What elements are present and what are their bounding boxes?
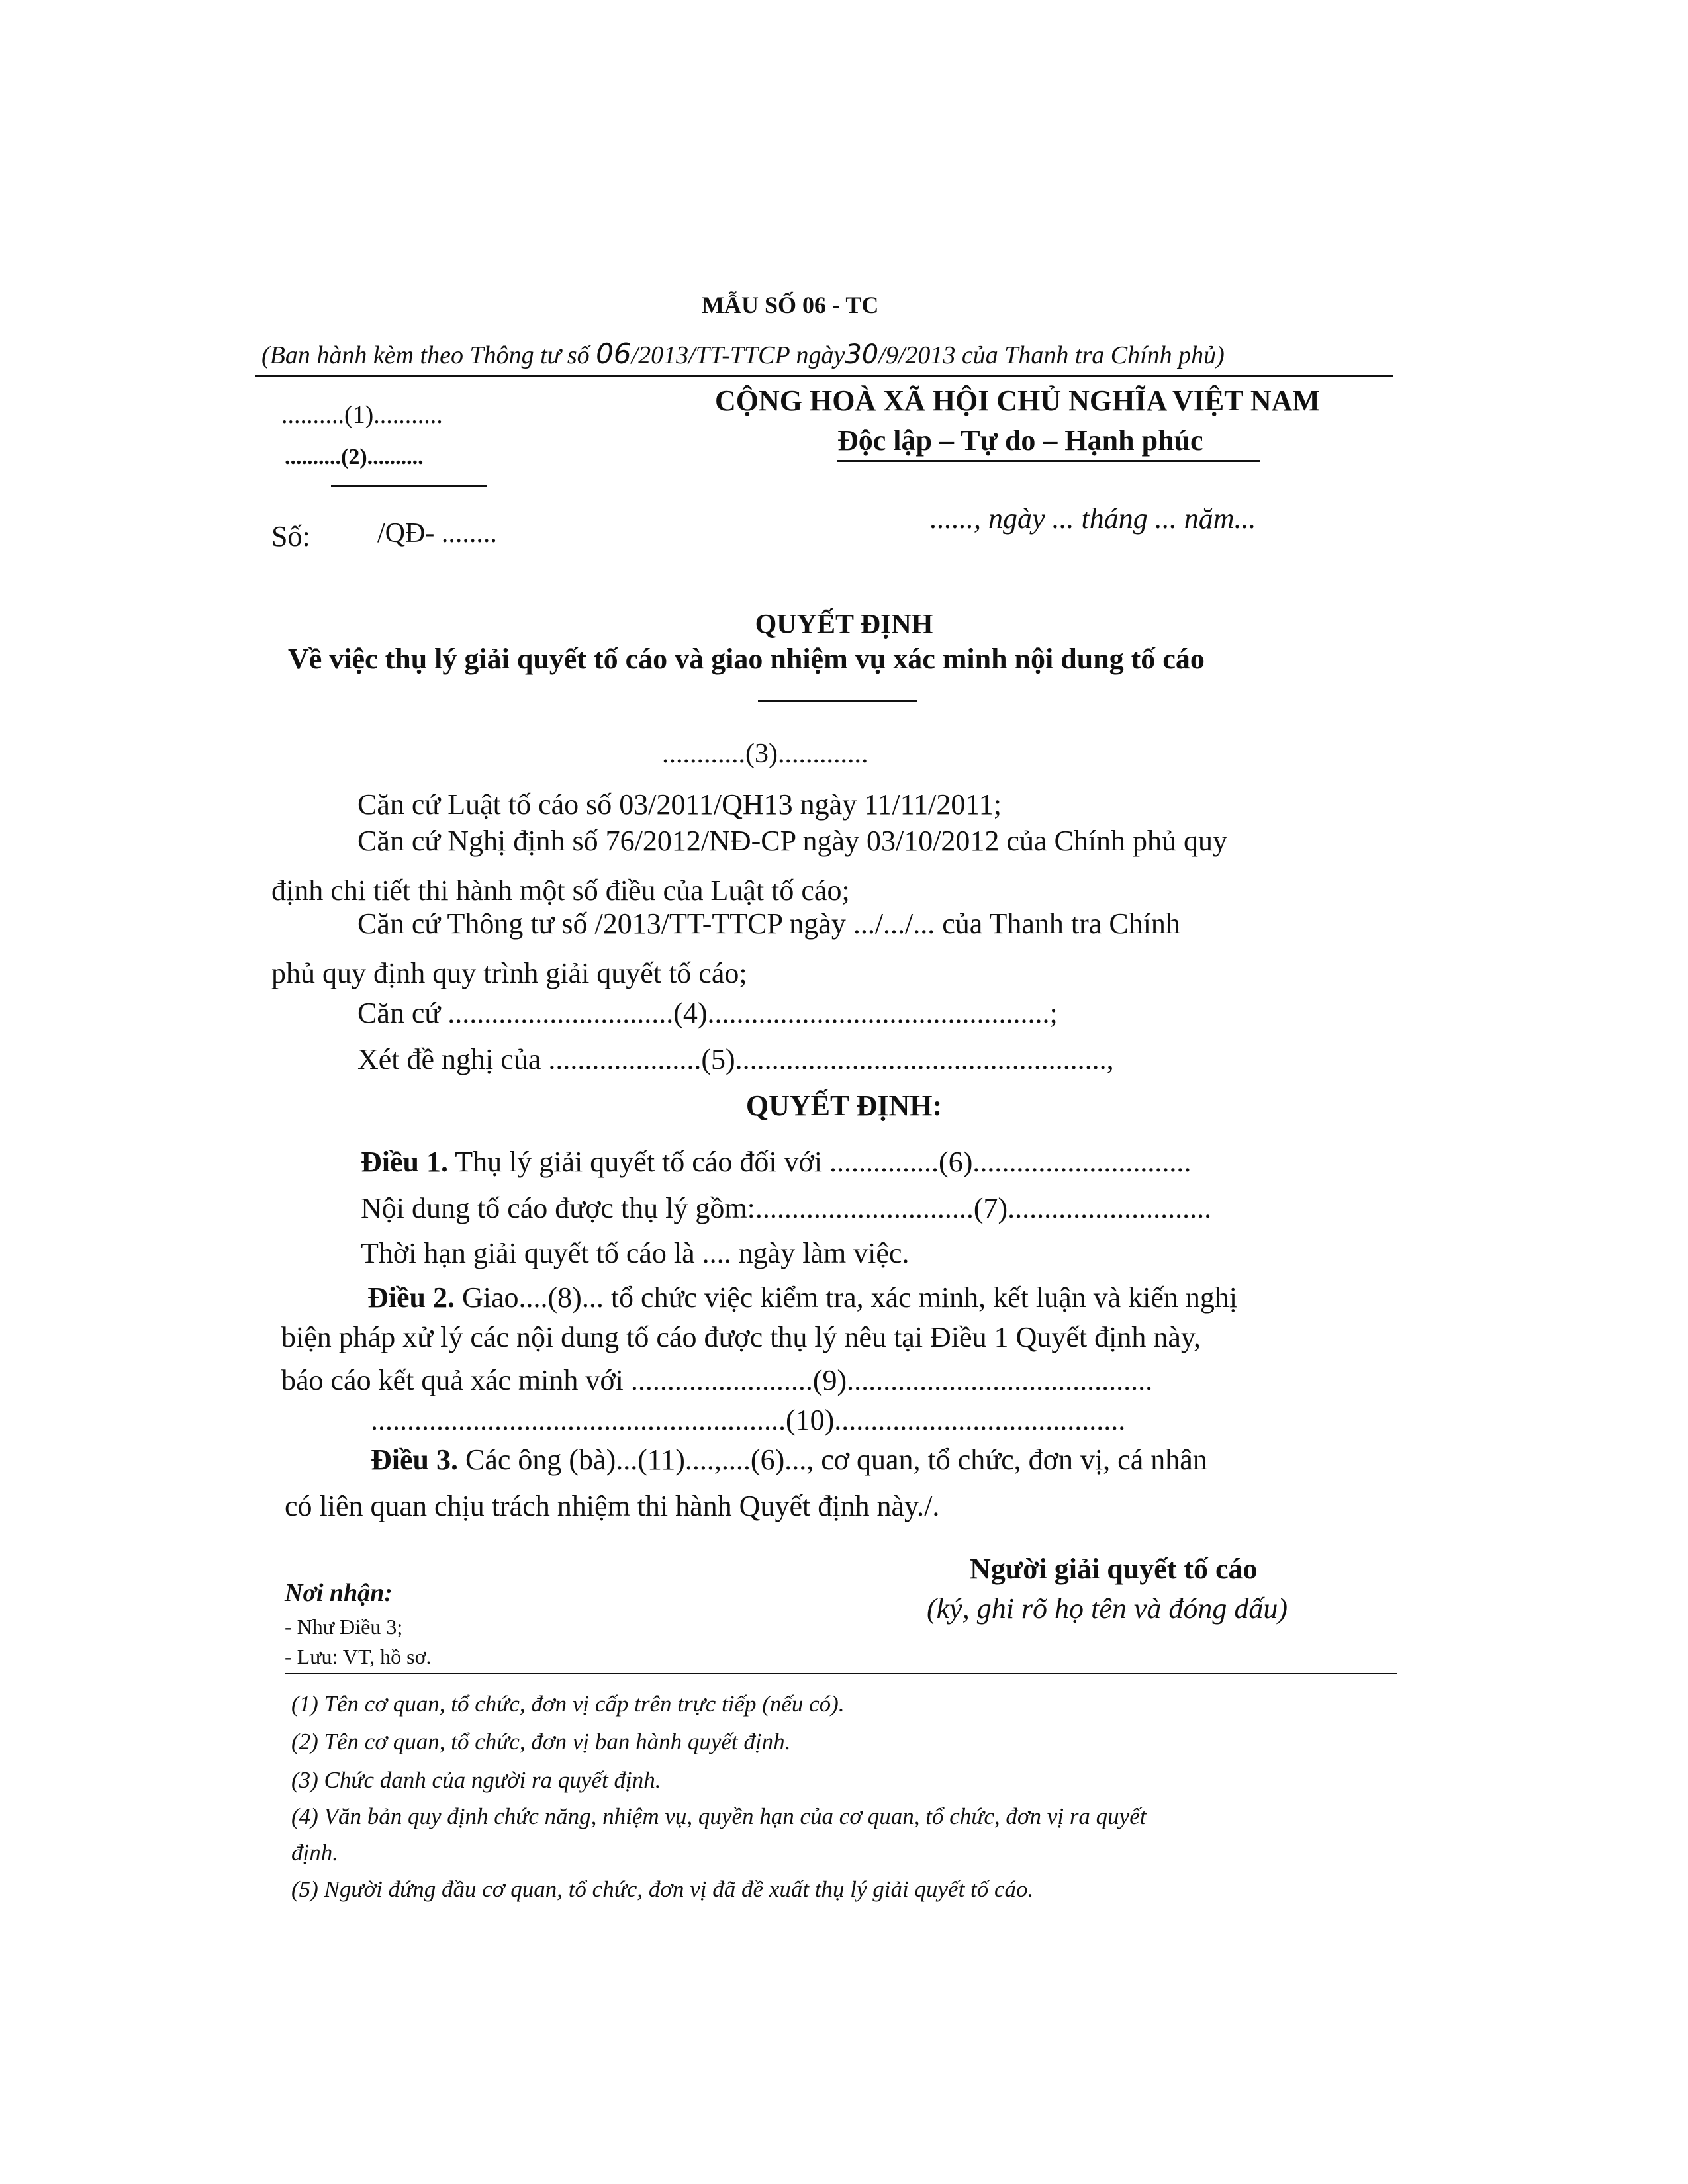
footnote-5: (5) Người đứng đầu cơ quan, tổ chức, đơn vị đã đề xuất thụ lý giải quyết tố cáo. [291, 1876, 1034, 1902]
issued-note [261, 338, 1225, 370]
header-rule [255, 375, 1393, 377]
agency-underline [331, 485, 487, 487]
handwritten-day: 30 [845, 340, 879, 370]
basis-law: Căn cứ Luật tố cáo số 03/2011/QH13 ngày 11/11/2011; [357, 788, 1002, 821]
footnote-3: (3) Chức danh của người ra quyết định. [291, 1767, 661, 1793]
basis-circular-2: phủ quy định quy trình giải quyết tố cáo; [271, 957, 747, 989]
article-2-line-4: .........................................................(10)........................................ [371, 1404, 1126, 1436]
doc-number-label: Số: [271, 520, 310, 553]
national-motto: CỘNG HOÀ XÃ HỘI CHỦ NGHĨA VIỆT NAM [715, 385, 1320, 417]
basis-other: Căn cứ ...............................(4)...............................................; [357, 997, 1058, 1029]
issued-note-middle: /2013/TT-TTCP ngày [631, 341, 845, 369]
agency-issuing: ..........(2).......... [285, 445, 424, 469]
article-2-label: Điều 2. [367, 1281, 455, 1314]
footnote-2: (2) Tên cơ quan, tổ chức, đơn vị ban hành quyết định. [291, 1729, 791, 1754]
footnote-rule [285, 1673, 1397, 1674]
article-1-text: Thụ lý giải quyết tố cáo đối với ...............(6).............................. [448, 1146, 1192, 1178]
article-2-text: Giao....(8)... tổ chức việc kiểm tra, xác minh, kết luận và kiến nghị [455, 1281, 1238, 1314]
issued-note-suffix: /9/2013 của Thanh tra Chính phủ) [878, 341, 1225, 369]
title-underline [758, 700, 917, 702]
article-2 [367, 1281, 1237, 1314]
article-2-line-3: báo cáo kết quả xác minh với .........................(9).......................................... [281, 1364, 1153, 1396]
form-code: MẪU SỐ 06 - TC [702, 292, 879, 318]
document-title: QUYẾT ĐỊNH [755, 610, 933, 640]
place-date: ......, ngày ... tháng ... năm... [930, 502, 1256, 535]
article-2-line-2: biện pháp xử lý các nội dung tố cáo được thụ lý nêu tại Điều 1 Quyết định này, [281, 1321, 1201, 1353]
footnote-4-cont: định. [291, 1840, 338, 1866]
basis-circular-1: Căn cứ Thông tư số /2013/TT-TTCP ngày .../.../... của Thanh tra Chính [357, 907, 1180, 940]
basis-decree-2: định chi tiết thi hành một số điều của Luật tố cáo; [271, 874, 850, 907]
recipients-heading: Nơi nhận: [285, 1579, 393, 1607]
article-1-label: Điều 1. [361, 1146, 448, 1178]
footnote-4: (4) Văn bản quy định chức năng, nhiệm vụ, quyền hạn của cơ quan, tổ chức, đơn vị ra quyết [291, 1803, 1147, 1829]
basis-decree-1: Căn cứ Nghị định số 76/2012/NĐ-CP ngày 03/10/2012 của Chính phủ quy [357, 825, 1228, 857]
signer-title: Người giải quyết tố cáo [970, 1553, 1258, 1585]
footnote-1: (1) Tên cơ quan, tổ chức, đơn vị cấp trên trực tiếp (nếu có). [291, 1691, 845, 1717]
agency-superior: ..........(1)........... [281, 401, 443, 429]
decision-heading: QUYẾT ĐỊNH: [745, 1089, 943, 1122]
article-1 [361, 1145, 1191, 1179]
document-subtitle: Về việc thụ lý giải quyết tố cáo và giao nhiệm vụ xác minh nội dung tố cáo [288, 643, 1205, 675]
article-3-line-2: có liên quan chịu trách nhiệm thi hành Quyết định này./. [285, 1490, 940, 1522]
recipient-item: - Như Điều 3; [285, 1615, 403, 1639]
issued-note-prefix: (Ban hành kèm theo Thông tư số [261, 341, 596, 369]
article-3-label: Điều 3. [371, 1443, 458, 1476]
basis-proposal: Xét đề nghị của .....................(5)..................................................., [357, 1043, 1114, 1075]
national-slogan: Độc lập – Tự do – Hạnh phúc [837, 424, 1203, 457]
article-1-content: Nội dung tố cáo được thụ lý gồm:..............................(7)............................ [361, 1192, 1212, 1224]
handwritten-number: 06 [596, 338, 632, 370]
article-3 [371, 1443, 1207, 1477]
doc-number: /QĐ- ........ [377, 518, 497, 549]
signer-note: (ký, ghi rõ họ tên và đóng dấu) [927, 1592, 1288, 1625]
recipient-item: - Lưu: VT, hồ sơ. [285, 1645, 432, 1668]
slogan-underline [837, 460, 1260, 462]
article-1-deadline: Thời hạn giải quyết tố cáo là .... ngày làm việc. [361, 1237, 910, 1269]
article-3-text: Các ông (bà)...(11)....,....(6)..., cơ quan, tổ chức, đơn vị, cá nhân [458, 1443, 1207, 1476]
issuer-title: ............(3)............. [662, 739, 868, 769]
